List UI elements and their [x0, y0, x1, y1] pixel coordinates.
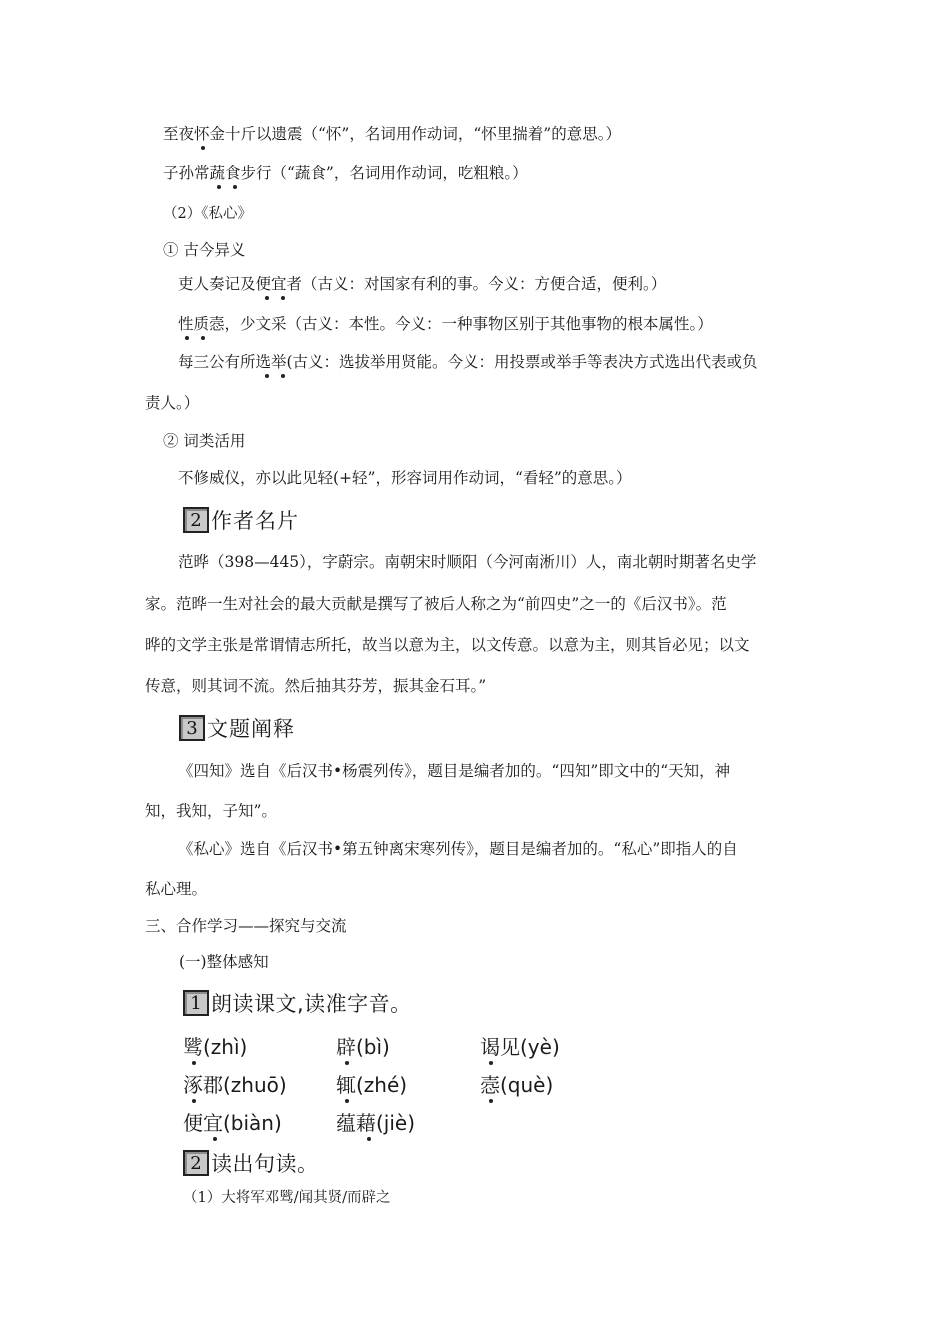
part-heading: 三、合作学习——探究与交流 — [145, 917, 347, 935]
emphasis-dot — [281, 374, 285, 378]
emphasis-dot — [265, 374, 269, 378]
emphasis-dot — [281, 296, 285, 300]
section-title: 文题阐释 — [207, 717, 295, 741]
pinyin-item: 涿郡(zhuō) — [183, 1073, 287, 1097]
explain-line-3: 《私心》选自《后汉书•第五钟离宋寒列传》，题目是编者加的。“私心”即指人的自 — [178, 840, 738, 858]
step-title: 朗读课文,读准字音。 — [211, 992, 412, 1016]
line-2: 子孙常蔬食步行（“蔬食”，名词用作动词，吃粗粮。） — [163, 164, 528, 182]
author-line-4: 传意，则其词不流。然后抽其芬芳，振其金石耳。” — [145, 677, 487, 695]
step-number: 2 — [183, 1150, 209, 1176]
pinyin-item: 辟(bì) — [336, 1035, 390, 1059]
line-7: 每三公有所选举(古义：选拔举用贤能。今义：用投票或举手等表决方式选出代表或负 — [178, 353, 758, 371]
emphasis-dot — [345, 1061, 349, 1065]
author-line-1: 范晔（398—445），字蔚宗。南朝宋时顺阳（今河南淅川）人，南北朝时期著名史学 — [178, 553, 757, 571]
sentence-break-line: （1）大将军邓骘/闻其贤/而辟之 — [183, 1190, 391, 1206]
emphasis-dot — [265, 296, 269, 300]
line-9: ② 词类活用 — [163, 432, 246, 450]
pinyin-item: 悫(què) — [480, 1073, 554, 1097]
emphasis-dot — [192, 1061, 196, 1065]
line-3: （2）《私心》 — [163, 206, 252, 222]
section-author — [183, 505, 299, 535]
emphasis-dot — [367, 1137, 371, 1141]
pinyin-item: 辄(zhé) — [336, 1073, 408, 1097]
explain-line-4: 私心理。 — [145, 880, 208, 898]
emphasis-dot — [345, 1099, 349, 1103]
step-title: 读出句读。 — [211, 1152, 319, 1176]
emphasis-dot — [201, 146, 205, 150]
explain-line-1: 《四知》选自《后汉书•杨震列传》，题目是编者加的。“四知”即文中的“天知，神 — [178, 762, 731, 780]
line-1: 至夜怀金十斤以遗震（“怀”，名词用作动词，“怀里揣着”的意思。） — [163, 125, 621, 143]
pinyin-item: 蕴藉(jiè) — [336, 1111, 416, 1135]
emphasis-dot — [185, 336, 189, 340]
emphasis-dot — [233, 185, 237, 189]
sub-heading: (一)整体感知 — [179, 953, 269, 971]
author-line-2: 家。范晔一生对社会的最大贡献是撰写了被后人称之为“前四史”之一的《后汉书》。范 — [145, 595, 727, 613]
author-line-3: 晔的文学主张是常谓情志所托，故当以意为主，以文传意。以意为主，则其旨必见；以文 — [145, 636, 750, 654]
line-5: 吏人奏记及便宜者（古义：对国家有利的事。今义：方便合适，便利。） — [178, 275, 667, 293]
line-4: ① 古今异义 — [163, 241, 246, 259]
section-title: 作者名片 — [211, 509, 299, 533]
line-6: 性质悫，少文采（古义：本性。今义：一种事物区别于其他事物的根本属性。） — [178, 315, 713, 333]
section-number: 3 — [179, 715, 205, 741]
emphasis-dot — [217, 185, 221, 189]
section-number: 2 — [183, 507, 209, 533]
pinyin-item: 便宜(biàn) — [183, 1111, 282, 1135]
step-number: 1 — [183, 990, 209, 1016]
emphasis-dot — [489, 1099, 493, 1103]
line-10: 不修威仪，亦以此见轻(+轻”，形容词用作动词，“看轻”的意思。） — [178, 469, 632, 487]
step-punctuation — [183, 1148, 319, 1178]
emphasis-dot — [489, 1061, 493, 1065]
step-read-aloud — [183, 988, 412, 1018]
explain-line-2: 知，我知，子知”。 — [145, 802, 277, 820]
emphasis-dot — [201, 336, 205, 340]
pinyin-item: 骘(zhì) — [183, 1035, 248, 1059]
section-title-explain — [179, 713, 295, 743]
emphasis-dot — [213, 1137, 217, 1141]
pinyin-item: 谒见(yè) — [480, 1035, 560, 1059]
line-8: 责人。） — [145, 394, 200, 412]
emphasis-dot — [192, 1099, 196, 1103]
